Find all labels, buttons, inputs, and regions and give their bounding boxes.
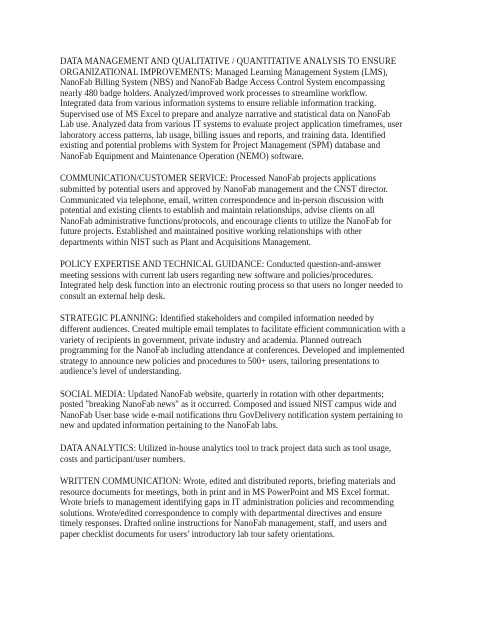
text-line: future projects. Established and maintained positive working relationships with other bbox=[60, 226, 362, 237]
text-line: DATA MANAGEMENT AND QUALITATIVE / QUANTITATIVE ANALYSIS TO ENSURE bbox=[60, 56, 397, 66]
text-line: Communicated via telephone, email, written correspondence and in-person discussion with bbox=[60, 194, 384, 205]
text-line: posted "breaking NanoFab news" as it occurred. Composed and issued NIST campus wide and bbox=[60, 399, 397, 410]
text-line: NanoFab Billing System (NBS) and NanoFab Badge Access Control System encompassing bbox=[60, 77, 385, 88]
text-line: departments within NIST such as Plant and Acquisitions Management. bbox=[60, 236, 312, 247]
text-line: programming for the NanoFab including attendance at conferences. Developed and implemented bbox=[60, 345, 405, 356]
paragraph-written-communication bbox=[60, 476, 438, 539]
text-line: Wrote briefs to management identifying gaps in IT administration policies and recommending bbox=[60, 497, 394, 508]
document-page bbox=[60, 56, 438, 551]
text-line: strategy to announce new policies and procedures to 500+ users, tailoring presentations to bbox=[60, 355, 380, 366]
text-line: audience’s level of understanding. bbox=[60, 366, 182, 377]
text-line: costs and participant/user numbers. bbox=[60, 453, 186, 464]
text-line: NanoFab User base wide e-mail notifications thru GovDelivery notification system pertaining to bbox=[60, 409, 403, 420]
text-line: WRITTEN COMMUNICATION: Wrote, edited and distributed reports, briefing materials and bbox=[60, 476, 396, 487]
text-line: existing and potential problems with System for Project Management (SPM) database and bbox=[60, 140, 381, 151]
paragraph-communication-customer-service bbox=[60, 173, 438, 247]
text-line: DATA ANALYTICS: Utilized in-house analytics tool to track project data such as tool usage, bbox=[60, 442, 392, 453]
text-line: POLICY EXPERTISE AND TECHNICAL GUIDANCE: Conducted question-and-answer bbox=[60, 259, 382, 270]
text-line: COMMUNICATION/CUSTOMER SERVICE: Processed NanoFab projects applications bbox=[60, 173, 376, 184]
text-line: paper checklist documents for users’ introductory lab tour safety orientations. bbox=[60, 528, 335, 539]
text-line: laboratory access patterns, lab usage, billing issues and reports, and training data. Identified bbox=[60, 129, 386, 140]
text-line: timely responses. Drafted online instructions for NanoFab management, staff, and users and bbox=[60, 518, 387, 529]
text-line: SOCIAL MEDIA: Updated NanoFab website, quarterly in rotation with other departments; bbox=[60, 388, 384, 399]
paragraph-policy-expertise bbox=[60, 259, 438, 301]
text-line: Integrated data from various information systems to ensure reliable information tracking. bbox=[60, 98, 377, 109]
paragraph-data-management bbox=[60, 56, 438, 161]
text-line: Supervised use of MS Excel to prepare and analyze narrative and statistical data on NanoFab bbox=[60, 108, 391, 119]
text-line: submitted by potential users and approved by NanoFab management and the CNST director. bbox=[60, 184, 388, 195]
text-line: potential and existing clients to establish and maintain relationships, advise clients on all bbox=[60, 205, 375, 216]
text-line: nearly 480 badge holders. Analyzed/improved work processes to streamline workflow. bbox=[60, 87, 368, 98]
text-line: consult an external help desk. bbox=[60, 290, 166, 301]
text-line: solutions. Wrote/edited correspondence to comply with departmental directives and ensure bbox=[60, 507, 382, 518]
text-line: variety of recipients in government, private industry and academia. Planned outreach bbox=[60, 334, 362, 345]
text-line: different audiences. Created multiple email templates to facilitate efficient communication with a bbox=[60, 324, 406, 335]
paragraph-social-media bbox=[60, 389, 438, 431]
text-line: meeting sessions with current lab users regarding new software and policies/procedures. bbox=[60, 269, 374, 280]
text-line: resource documents for meetings, both in print and in MS PowerPoint and MS Excel format. bbox=[60, 486, 390, 497]
text-line: Lab use. Analyzed data from various IT systems to evaluate project application timeframes, user bbox=[60, 119, 403, 130]
text-line: new and updated information pertaining to the NanoFab labs. bbox=[60, 420, 279, 431]
paragraph-strategic-planning bbox=[60, 313, 438, 376]
text-line: NanoFab Equipment and Maintenance Operation (NEMO) software. bbox=[60, 150, 304, 161]
text-line: STRATEGIC PLANNING: Identified stakeholders and compiled information needed by bbox=[60, 313, 375, 324]
paragraph-data-analytics bbox=[60, 443, 438, 464]
text-line: NanoFab administrative functions/protocols, and encourage clients to utilize the NanoFab for bbox=[60, 215, 392, 226]
text-line: ORGANIZATIONAL IMPROVEMENTS: Managed Learning Management System (LMS), bbox=[60, 66, 388, 77]
text-line: Integrated help desk function into an electronic routing process so that users no longer needed to bbox=[60, 280, 403, 291]
